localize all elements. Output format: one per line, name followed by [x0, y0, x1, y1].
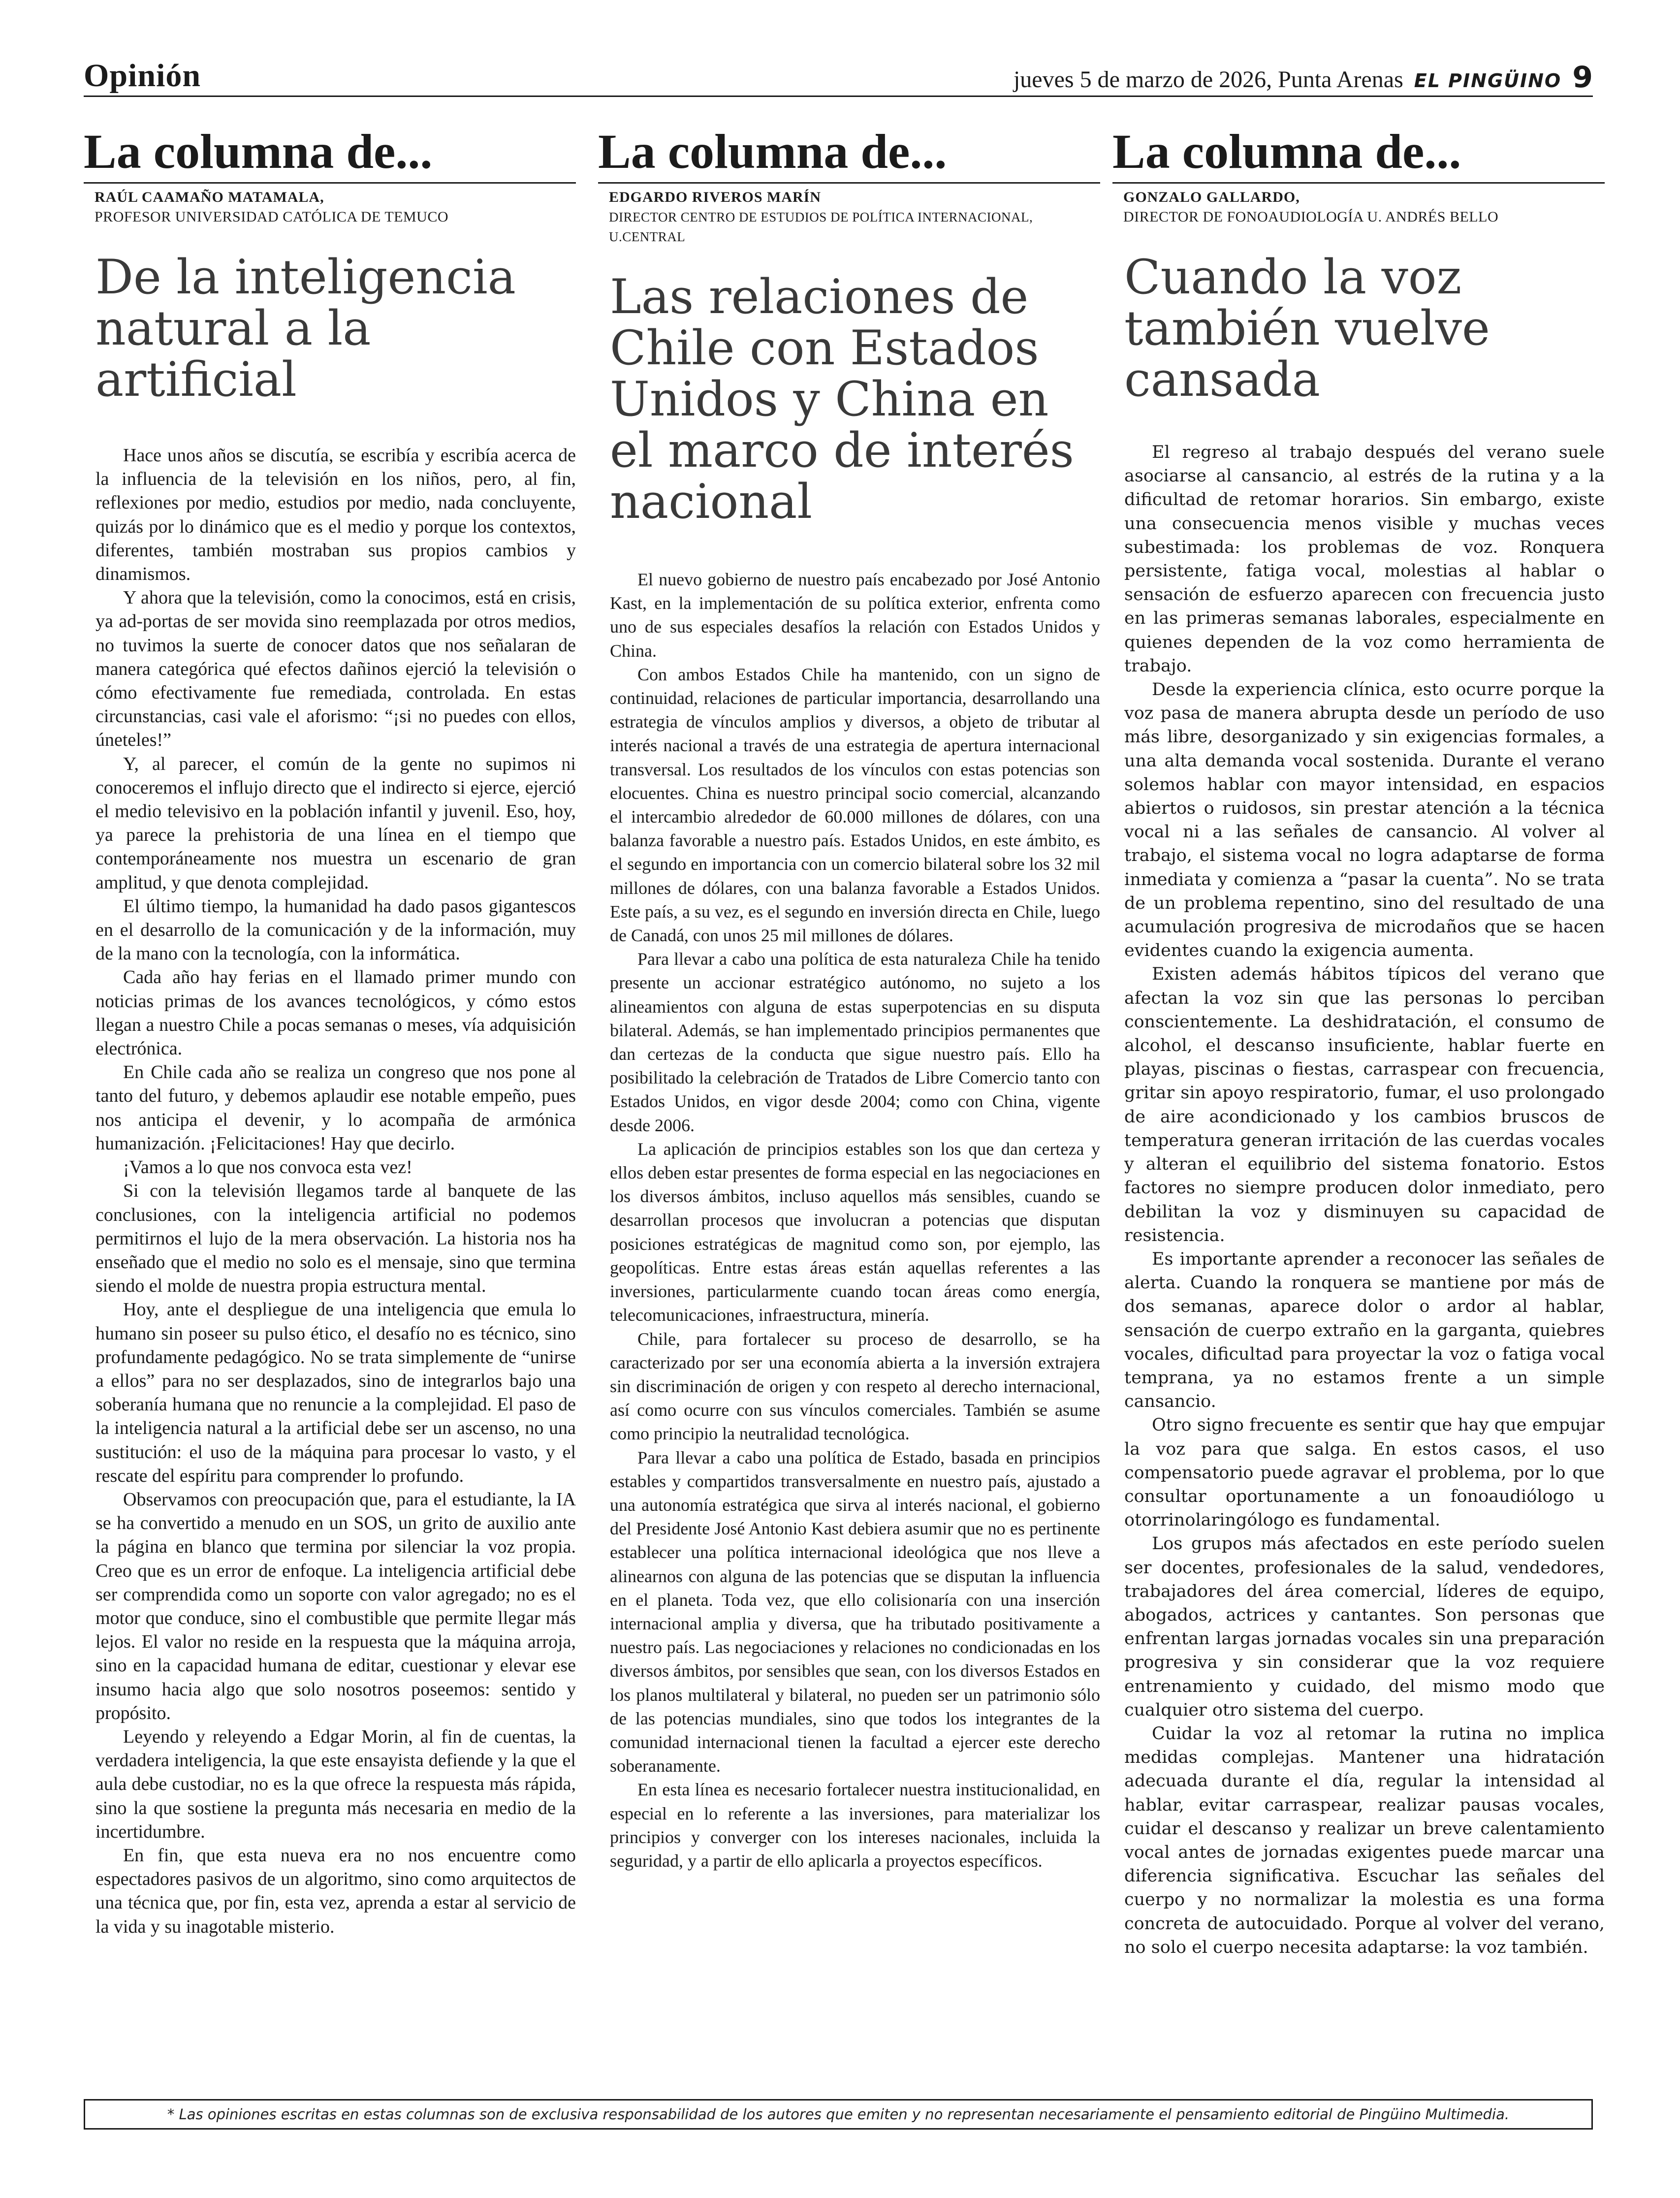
paragraph: El último tiempo, la humanidad ha dado pasos gigantescos en el desarrollo de la comunicación y de la información, muy de la mano con la tecnología, con la informática.: [95, 895, 576, 964]
author-name: RAÚL CAAMAÑO MATAMALA,: [95, 189, 324, 205]
paragraph: El regreso al trabajo después del verano suele asociarse al cansancio, al estrés de la rutina y a la dificultad de retomar horarios. Sin embargo, existe una consecuencia menos visible y muchas veces subestimada: los problemas de voz. Ronquera persistente, fatiga vocal, molestias al hablar o sensación de esfuerzo aparecen con frecuencia justo en las primeras semanas laborales, especialmente en quienes dependen de la voz como herramienta de trabajo.: [1124, 443, 1605, 676]
byline: [1112, 188, 1605, 227]
paragraph: La aplicación de principios estables son los que dan certeza y ellos deben estar presentes de forma especial en las negociaciones en los diversos ámbitos, incluso aquellos más sensibles, cuando se desarrollan procesos que involucran a potencias que disputan posiciones estratégicas de magnitud como son, por ejemplo, las geopolíticas. Entre estas áreas están aquellas referentes a las inversiones, particularmente cuando tocan áreas como energía, telecomunicaciones, infraestructura, minería.: [610, 1139, 1100, 1325]
author-role: PROFESOR UNIVERSIDAD CATÓLICA DE TEMUCO: [95, 209, 449, 225]
page-number: 9: [1572, 60, 1593, 95]
paragraph: Observamos con preocupación que, para el estudiante, la IA se ha convertido a menudo en un SOS, un grito de auxilio ante la página en blanco que termina por silenciar la voz propia. Creo que es un error de enfoque. La inteligencia artificial debe ser comprendida como un soporte con valor agregado; no es el motor que conduce, sino el combustible que permite llegar más lejos. El valor no reside en la respuesta que la máquina arroja, sino en la capacidad humana de editar, cuestionar y elevar ese insumo hacia algo que solo nosotros poseemos: sentido y propósito.: [95, 1489, 576, 1723]
article-headline: De la inteligencia natural a la artificial: [95, 250, 516, 407]
column-kicker: La columna de...: [598, 122, 1100, 184]
byline: [84, 188, 576, 227]
column-gallardo: [1112, 122, 1605, 1959]
column-caamano: [84, 122, 576, 1939]
paragraph: Chile, para fortalecer su proceso de desarrollo, se ha caracterizado por ser una economía abierta a la inversión extrajera sin discriminación de origen y con respeto al derecho internacional, así como ocurre con sus vínculos comerciales. También se asume como principio la neutralidad tecnológica.: [610, 1329, 1100, 1444]
paragraph: En esta línea es necesario fortalecer nuestra institucionalidad, en especial en lo referente a las inversiones, para materializar los principios y converger con los intereses nacionales, incluida la seguridad, y a partir de ello aplicarla a proyectos específicos.: [610, 1780, 1100, 1871]
paragraph: Cuidar la voz al retomar la rutina no implica medidas complejas. Mantener una hidratación adecuada durante el día, regular la intensidad al hablar, evitar carraspear, realizar pausas vocales, cuidar el descanso y realizar un breve calentamiento vocal antes de jornadas exigentes puede marcar una diferencia significativa. Escuchar las señales del cuerpo y no normalizar la molestia es una forma concreta de autocuidado. Porque al volver del verano, no solo el cuerpo necesita adaptarse: la voz también.: [1124, 1723, 1605, 1957]
paragraph: En fin, que esta nueva era no nos encuentre como espectadores pasivos de un algoritmo, sino como arquitectos de una técnica que, por fin, esta vez, aprenda a estar al servicio de la vida y su inagotable misterio.: [95, 1845, 576, 1937]
paragraph: Con ambos Estados Chile ha mantenido, con un signo de continuidad, relaciones de particular importancia, desarrollando una estrategia de vínculos amplios y diversos, a objeto de tributar al interés nacional a través de una estrategia de apertura internacional transversal. Los resultados de los vínculos con estas potencias son elocuentes. China es nuestro principal socio comercial, alcanzando el intercambio alrededor de 60.000 millones de dólares, con una balanza favorable a nuestro país. Estados Unidos, en este ámbito, es el segundo en importancia con un comercio bilateral sobre los 32 mil millones de dólares, con una balanza favorable a Estados Unidos. Este país, a su vez, es el segundo en inversión directa en Chile, luego de Canadá, con unos 25 mil millones de dólares.: [610, 664, 1100, 946]
newspaper-logo: EL PINGÜINO: [1414, 70, 1562, 92]
header-divider: [84, 96, 1593, 97]
column-kicker: La columna de...: [1112, 122, 1605, 184]
paragraph: Si con la televisión llegamos tarde al banquete de las conclusiones, con la inteligencia artificial no podemos permitirnos el lujo de la mera observación. La historia nos ha enseñado que el medio no solo es el mensaje, sino que termina siendo el molde de nuestra propia estructura mental.: [95, 1180, 576, 1297]
article-headline: Las relaciones de Chile con Estados Unidos y China en el marco de interés nacional: [610, 269, 1074, 529]
byline: [598, 188, 1100, 247]
column-kicker: La columna de...: [84, 122, 576, 184]
paragraph: Los grupos más afectados en este período suelen ser docentes, profesionales de la salud, vendedores, trabajadores del área comercial, líderes de equipo, abogados, actrices y cantantes. Son personas que enfrentan largas jornadas vocales sin una preparación progresiva y sin considerar que la voz requiere entrenamiento y cuidado, del mismo modo que cualquier otro sistema del cuerpo.: [1124, 1534, 1605, 1720]
author-name: EDGARDO RIVEROS MARÍN: [609, 189, 822, 205]
editorial-disclaimer: * Las opiniones escritas en estas columnas son de exclusiva responsabilidad de los autores que emiten y no representan necesariamente el pensamiento editorial de Pingüino Multimedia.: [84, 2099, 1593, 2130]
article-headline: Cuando la voz también vuelve cansada: [1124, 250, 1490, 407]
column-riveros: [598, 122, 1100, 1873]
paragraph: Otro signo frecuente es sentir que hay que empujar la voz para que salga. En estos casos, el uso compensatorio puede agravar el problema, por lo que consultar oportunamente a un fonoaudiólogo u otorrinolaringólogo es fundamental.: [1124, 1415, 1605, 1530]
paragraph: Hoy, ante el despliegue de una inteligencia que emula lo humano sin poseer su pulso ético, el desafío no es técnico, sino profundamente pedagógico. No se trata simplemente de “unirse a ellos” para no ser desplazados, sino de integrarlos bajo una soberanía humana que no renuncie a la complejidad. El paso de la inteligencia natural a la artificial debe ser un ascenso, no una sustitución: el uso de la máquina para procesar lo vasto, y el rescate del espíritu para comprender lo profundo.: [95, 1299, 576, 1486]
date-place: jueves 5 de marzo de 2026, Punta Arenas: [1013, 66, 1403, 93]
paragraph: ¡Vamos a lo que nos convoca esta vez!: [123, 1157, 412, 1178]
paragraph: Hace unos años se discutía, se escribía y escribía acerca de la influencia de la televisión en los niños, pero, al fin, reflexiones por medio, estudios por medio, nada concluyente, quizás por lo dinámico que es el medio y porque los contextos, diferentes, también mostraban sus propios cambios y dinamismos.: [95, 445, 576, 585]
paragraph: Es importante aprender a reconocer las señales de alerta. Cuando la ronquera se mantiene por más de dos semanas, aparece dolor o ardor al hablar, sensación de cuerpo extraño en la garganta, quiebres vocales, dificultad para proyectar la voz o fatiga vocal temprana, ya no estamos frente a un simple cansancio.: [1124, 1249, 1605, 1412]
paragraph: Leyendo y releyendo a Edgar Morin, al fin de cuentas, la verdadera inteligencia, la que este ensayista defiende y la que el aula debe custodiar, no es la que ofrece la respuesta más rápida, sino la que sostiene la pregunta más necesaria en medio de la incertidumbre.: [95, 1726, 576, 1842]
paragraph: El nuevo gobierno de nuestro país encabezado por José Antonio Kast, en la implementación de su política exterior, enfrenta como uno de sus especiales desafíos la relación con Estados Unidos y China.: [610, 570, 1100, 661]
author-role: DIRECTOR DE FONOAUDIOLOGÍA U. ANDRÉS BELLO: [1123, 209, 1499, 225]
page-header: [84, 59, 1593, 97]
article-body: [1124, 441, 1605, 1959]
paragraph: Para llevar a cabo una política de esta naturaleza Chile ha tenido presente un accionar estratégico autónomo, no sujeto a los alineamientos con alguna de estas superpotencias en su disputa bilateral. Además, se han implementado principios permanentes que dan certezas de la conducta que sigue nuestro país. Ello ha posibilitado la celebración de Tratados de Libre Comercio tanto con Estados Unidos, en vigor desde 2004; como con China, vigente desde 2006.: [610, 949, 1100, 1135]
author-name: GONZALO GALLARDO,: [1123, 189, 1300, 205]
article-body: [610, 568, 1100, 1873]
article-body: [95, 444, 576, 1939]
author-role: DIRECTOR CENTRO DE ESTUDIOS DE POLÍTICA INTERNACIONAL, U.CENTRAL: [609, 210, 1033, 244]
paragraph: Y ahora que la televisión, como la conocimos, está en crisis, ya ad-portas de ser movida sino reemplazada por otros medios, no tuvimos la suerte de conocer datos que nos señalaran de manera categórica qué efectos dañinos ejerció la televisión o cómo efectivamente fue remediada, controlada. En estas circunstancias, casi vale el aforismo: “¡si no puedes con ellos, úneteles!”: [95, 587, 576, 751]
paragraph: Y, al parecer, el común de la gente no supimos ni conoceremos el influjo directo que el indirecto si ejerce, ejerció el medio televisivo en la población infantil y juvenil. Eso, hoy, ya parece la prehistoria de una línea en el tiempo que contemporáneamente nos muestra un escenario de gran amplitud, y que denota complejidad.: [95, 753, 576, 893]
paragraph: Para llevar a cabo una política de Estado, basada en principios estables y compartidos transversalmente en nuestro país, ajustado a una autonomía estratégica que sirva al interés nacional, el gobierno del Presidente José Antonio Kast debiera asumir que no es pertinente establecer una política internacional ideológica que nos lleve a alinearnos con alguna de las potencias que se disputan la influencia en el planeta. Toda vez, que ello colisionaría con una inserción internacional amplia y diversa, que ha tributado positivamente a nuestro país. Las negociaciones y relaciones no condicionadas en los diversos ámbitos, por sensibles que sean, con los diversos Estados en los planos multilateral y bilateral, no pueden ser un patrimonio sólo de las potencias mundiales, sino que todos los integrantes de la comunidad internacional tienen la facultad a ejercer este derecho soberanamente.: [610, 1447, 1100, 1776]
paragraph: En Chile cada año se realiza un congreso que nos pone al tanto del futuro, y debemos aplaudir ese notable empeño, pues nos anticipa el devenir, y lo acompaña de armónica humanización. ¡Felicitaciones! Hay que decirlo.: [95, 1062, 576, 1154]
paragraph: Desde la experiencia clínica, esto ocurre porque la voz pasa de manera abrupta desde un período de uso más libre, desorganizado y sin exigencias formales, a una alta demanda vocal sostenida. Durante el verano solemos hablar con mayor intensidad, en espacios abiertos o ruidosos, sin prestar atención a la técnica vocal ni a las señales de cansancio. Al volver al trabajo, el sistema vocal no logra adaptarse de forma inmediata y comienza a “pasar la cuenta”. No se trata de un problema repentino, sino del resultado de una acumulación progresiva de microdaños que se hacen evidentes cuando la exigencia aumenta.: [1124, 680, 1605, 961]
header-meta: [1014, 60, 1593, 95]
paragraph: Existen además hábitos típicos del verano que afectan la voz sin que las personas lo perciban conscientemente. La deshidratación, el consumo de alcohol, el descanso insuficiente, hablar fuerte en playas, piscinas o fiestas, carraspear con frecuencia, gritar sin apoyo respiratorio, fumar, el uso prolongado de aire acondicionado y los cambios bruscos de temperatura generan irritación de las cuerdas vocales y alteran el equilibrio del sistema fonatorio. Estos factores no siempre producen dolor inmediato, pero debilitan la voz y disminuyen su capacidad de resistencia.: [1124, 964, 1605, 1245]
paragraph: Cada año hay ferias en el llamado primer mundo con noticias primas de los avances tecnológicos, y cómo estos llegan a nuestro Chile a pocas semanas o meses, vía adquisición electrónica.: [95, 967, 576, 1059]
section-name: Opinión: [84, 58, 201, 94]
